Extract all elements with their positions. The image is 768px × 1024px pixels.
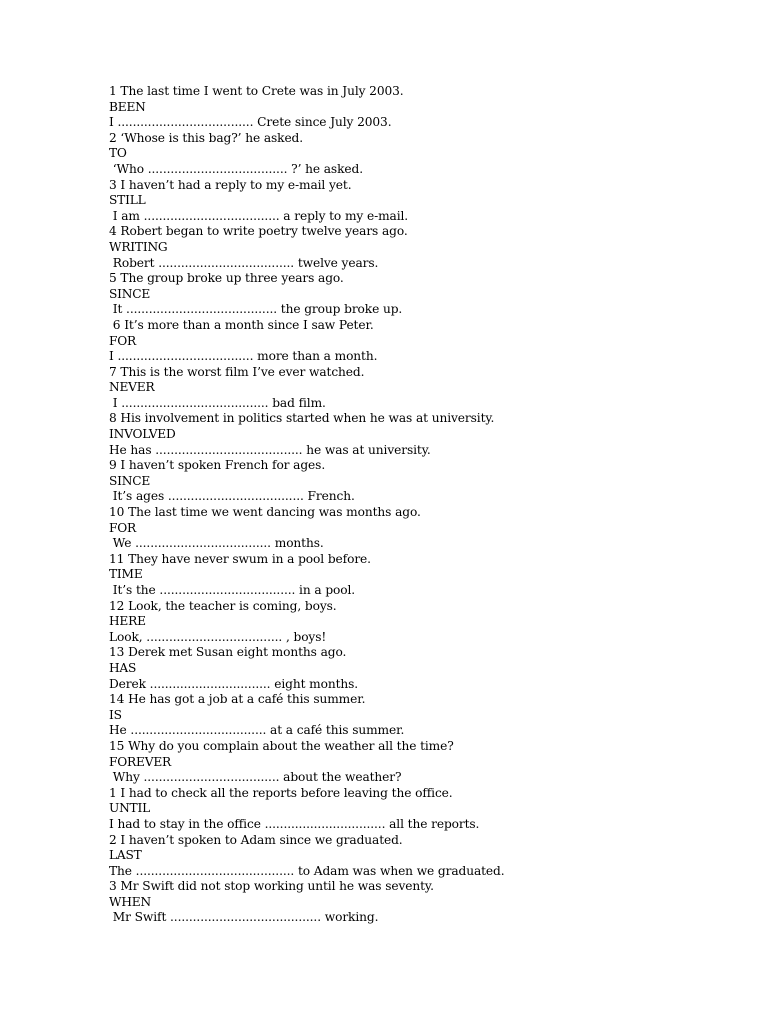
sentence-11-original: 11 They have never swum in a pool before.: [109, 551, 371, 566]
keyword-since: SINCE: [109, 286, 151, 301]
keyword-since: SINCE: [109, 473, 151, 488]
sentence-12-original: 12 Look, the teacher is coming, boys.: [109, 598, 337, 613]
sentence-10-original: 10 The last time we went dancing was months ago.: [109, 505, 421, 520]
sentence-15-rewrite: Why .................................... about the weather?: [109, 770, 402, 785]
keyword-is: IS: [109, 707, 122, 722]
sentence-14-original: 14 He has got a job at a café this summer.: [109, 692, 366, 707]
keyword-time: TIME: [109, 567, 143, 582]
keyword-writing: WRITING: [109, 239, 168, 254]
exercise-page: [109, 84, 729, 926]
sentence-6-rewrite: I .................................... more than a month.: [109, 349, 378, 364]
sentence-b1-original: 1 I had to check all the reports before leaving the office.: [109, 785, 453, 800]
sentence-10-rewrite: We .................................... months.: [109, 536, 324, 551]
sentence-11-rewrite: It’s the .................................... in a pool.: [109, 583, 356, 597]
sentence-7-original: 7 This is the worst film I’ve ever watched.: [109, 364, 365, 379]
sentence-3-original: 3 I haven’t had a reply to my e-mail yet.: [109, 177, 352, 192]
keyword-never: NEVER: [109, 380, 155, 395]
keyword-involved: INVOLVED: [109, 427, 176, 442]
sentence-15-original: 15 Why do you complain about the weather all the time?: [109, 738, 454, 753]
keyword-for: FOR: [109, 520, 137, 535]
sentence-7-rewrite: I ....................................... bad film.: [109, 395, 326, 410]
keyword-until: UNTIL: [109, 801, 150, 816]
keyword-has: HAS: [109, 660, 137, 675]
sentence-b1-rewrite: I had to stay in the office ................................ all the reports.: [109, 816, 480, 831]
keyword-been: BEEN: [109, 99, 146, 114]
sentence-14-rewrite: He .................................... at a café this summer.: [109, 723, 405, 738]
keyword-still: STILL: [109, 193, 146, 208]
sentence-5-original: 5 The group broke up three years ago.: [109, 271, 344, 286]
sentence-6-original: 6 It’s more than a month since I saw Peter.: [109, 317, 374, 332]
sentence-4-original: 4 Robert began to write poetry twelve years ago.: [109, 224, 408, 239]
keyword-here: HERE: [109, 614, 146, 629]
sentence-b3-original: 3 Mr Swift did not stop working until he was seventy.: [109, 879, 434, 894]
sentence-3-rewrite: I am .................................... a reply to my e-mail.: [109, 208, 409, 223]
sentence-1-rewrite: I .................................... Crete since July 2003.: [109, 115, 392, 130]
sentence-1-original: 1 The last time I went to Crete was in July 2003.: [109, 84, 404, 98]
sentence-9-rewrite: It’s ages .................................... French.: [109, 489, 355, 504]
sentence-8-rewrite: He has ....................................... he was at university.: [109, 442, 431, 457]
sentence-13-original: 13 Derek met Susan eight months ago.: [109, 645, 347, 660]
sentence-b2-rewrite: The .......................................... to Adam was when we graduated.: [109, 863, 505, 878]
sentence-2-rewrite: ‘Who ..................................... ?’ he asked.: [109, 161, 363, 176]
sentence-4-rewrite: Robert .................................... twelve years.: [109, 255, 379, 270]
sentence-12-rewrite: Look, .................................... , boys!: [109, 629, 327, 644]
sentence-b2-original: 2 I haven’t spoken to Adam since we graduated.: [109, 832, 403, 847]
sentence-5-rewrite: It ........................................ the group broke up.: [109, 302, 403, 317]
sentence-8-original: 8 His involvement in politics started when he was at university.: [109, 411, 495, 426]
keyword-forever: FOREVER: [109, 754, 171, 769]
sentence-b3-rewrite: Mr Swift ........................................ working.: [109, 910, 379, 925]
sentence-13-rewrite: Derek ................................ eight months.: [109, 676, 359, 691]
sentence-9-original: 9 I haven’t spoken French for ages.: [109, 458, 326, 473]
keyword-when: WHEN: [109, 894, 151, 909]
keyword-last: LAST: [109, 848, 142, 863]
keyword-for: FOR: [109, 333, 137, 348]
sentence-2-original: 2 ‘Whose is this bag?’ he asked.: [109, 130, 304, 145]
keyword-to: TO: [109, 146, 127, 161]
